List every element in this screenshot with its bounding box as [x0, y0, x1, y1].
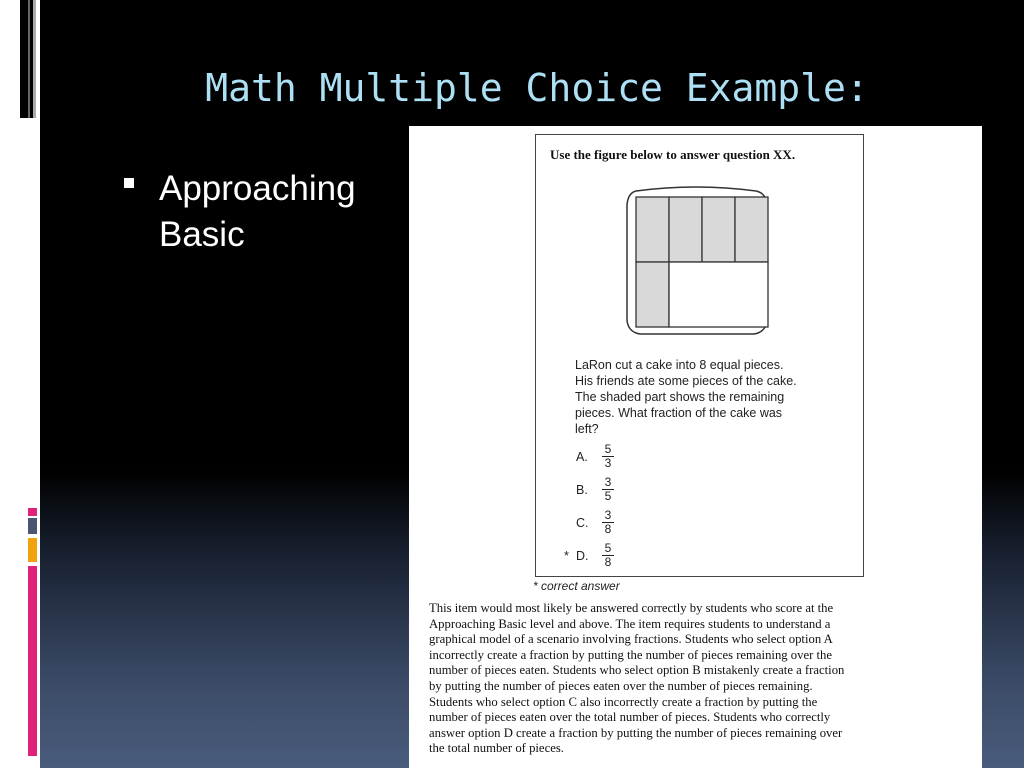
explanation-line: graphical model of a scenario involving fractions. Students who select option A — [429, 632, 833, 647]
numerator: 3 — [602, 476, 614, 490]
explanation-line: Students who select option C also incorrectly create a fraction by putting the — [429, 694, 818, 709]
option-fraction — [602, 509, 614, 536]
question-line: LaRon cut a cake into 8 equal pieces. — [575, 358, 784, 372]
explanation-line: Approaching Basic level and above. The item requires students to understand a — [429, 616, 831, 631]
option-letter: B. — [576, 483, 588, 497]
numerator: 5 — [602, 542, 614, 556]
bullet-square-icon — [124, 178, 134, 188]
slide-title: Math Multiple Choice Example: — [205, 66, 869, 110]
question-image — [409, 126, 982, 768]
explanation-line: number of pieces eaten over the total number of pieces. Students who correctly — [429, 710, 831, 725]
question-line: His friends ate some pieces of the cake. — [575, 374, 797, 388]
denominator: 8 — [604, 522, 612, 536]
cake-piece — [669, 197, 702, 262]
accent-bar-pink — [28, 566, 37, 756]
option-fraction — [602, 443, 614, 470]
denominator: 5 — [604, 489, 612, 503]
cake-piece — [735, 197, 768, 262]
accent-bar-slate — [28, 518, 37, 534]
numerator: 3 — [602, 509, 614, 523]
explanation-line: the total number of pieces. — [429, 741, 564, 756]
cake-piece — [702, 197, 735, 262]
explanation-line: incorrectly create a fraction by putting the number of pieces remaining over the — [429, 647, 833, 662]
question-text — [575, 357, 845, 437]
option-letter: D. — [576, 549, 589, 563]
cake-piece — [636, 262, 669, 327]
explanation-line: This item would most likely be answered correctly by students who score at the — [429, 601, 834, 615]
cake-piece — [669, 262, 768, 327]
accent-bar-pink-small — [28, 508, 37, 516]
question-line: left? — [575, 422, 599, 436]
numerator: 5 — [602, 443, 614, 457]
explanation-line: by putting the number of pieces eaten over the number of pieces remaining. — [429, 678, 813, 693]
cake-piece — [636, 197, 669, 262]
denominator: 3 — [604, 456, 612, 470]
question-box — [535, 134, 864, 577]
question-line: The shaded part shows the remaining — [575, 390, 785, 404]
accent-bar-orange — [28, 538, 37, 562]
question-header: Use the figure below to answer question XX. — [550, 147, 796, 162]
option-letter: C. — [576, 516, 589, 530]
question-line: pieces. What fraction of the cake was — [575, 406, 783, 420]
correct-answer-note: * correct answer — [533, 579, 620, 593]
option-letter: A. — [576, 450, 588, 464]
bullet-text: Approaching Basic — [159, 169, 356, 254]
cake-pieces — [636, 197, 768, 327]
option-fraction — [602, 542, 614, 569]
explanation-text — [429, 601, 974, 757]
denominator: 8 — [604, 555, 612, 569]
correct-marker: * — [564, 549, 569, 563]
option-fraction — [602, 476, 614, 503]
explanation-line: number of pieces eaten. Students who select option B mistakenly create a fraction — [429, 663, 845, 678]
cake-figure — [626, 185, 776, 340]
explanation-line: answer option D create a fraction by putting the number of pieces remaining over — [429, 725, 843, 740]
